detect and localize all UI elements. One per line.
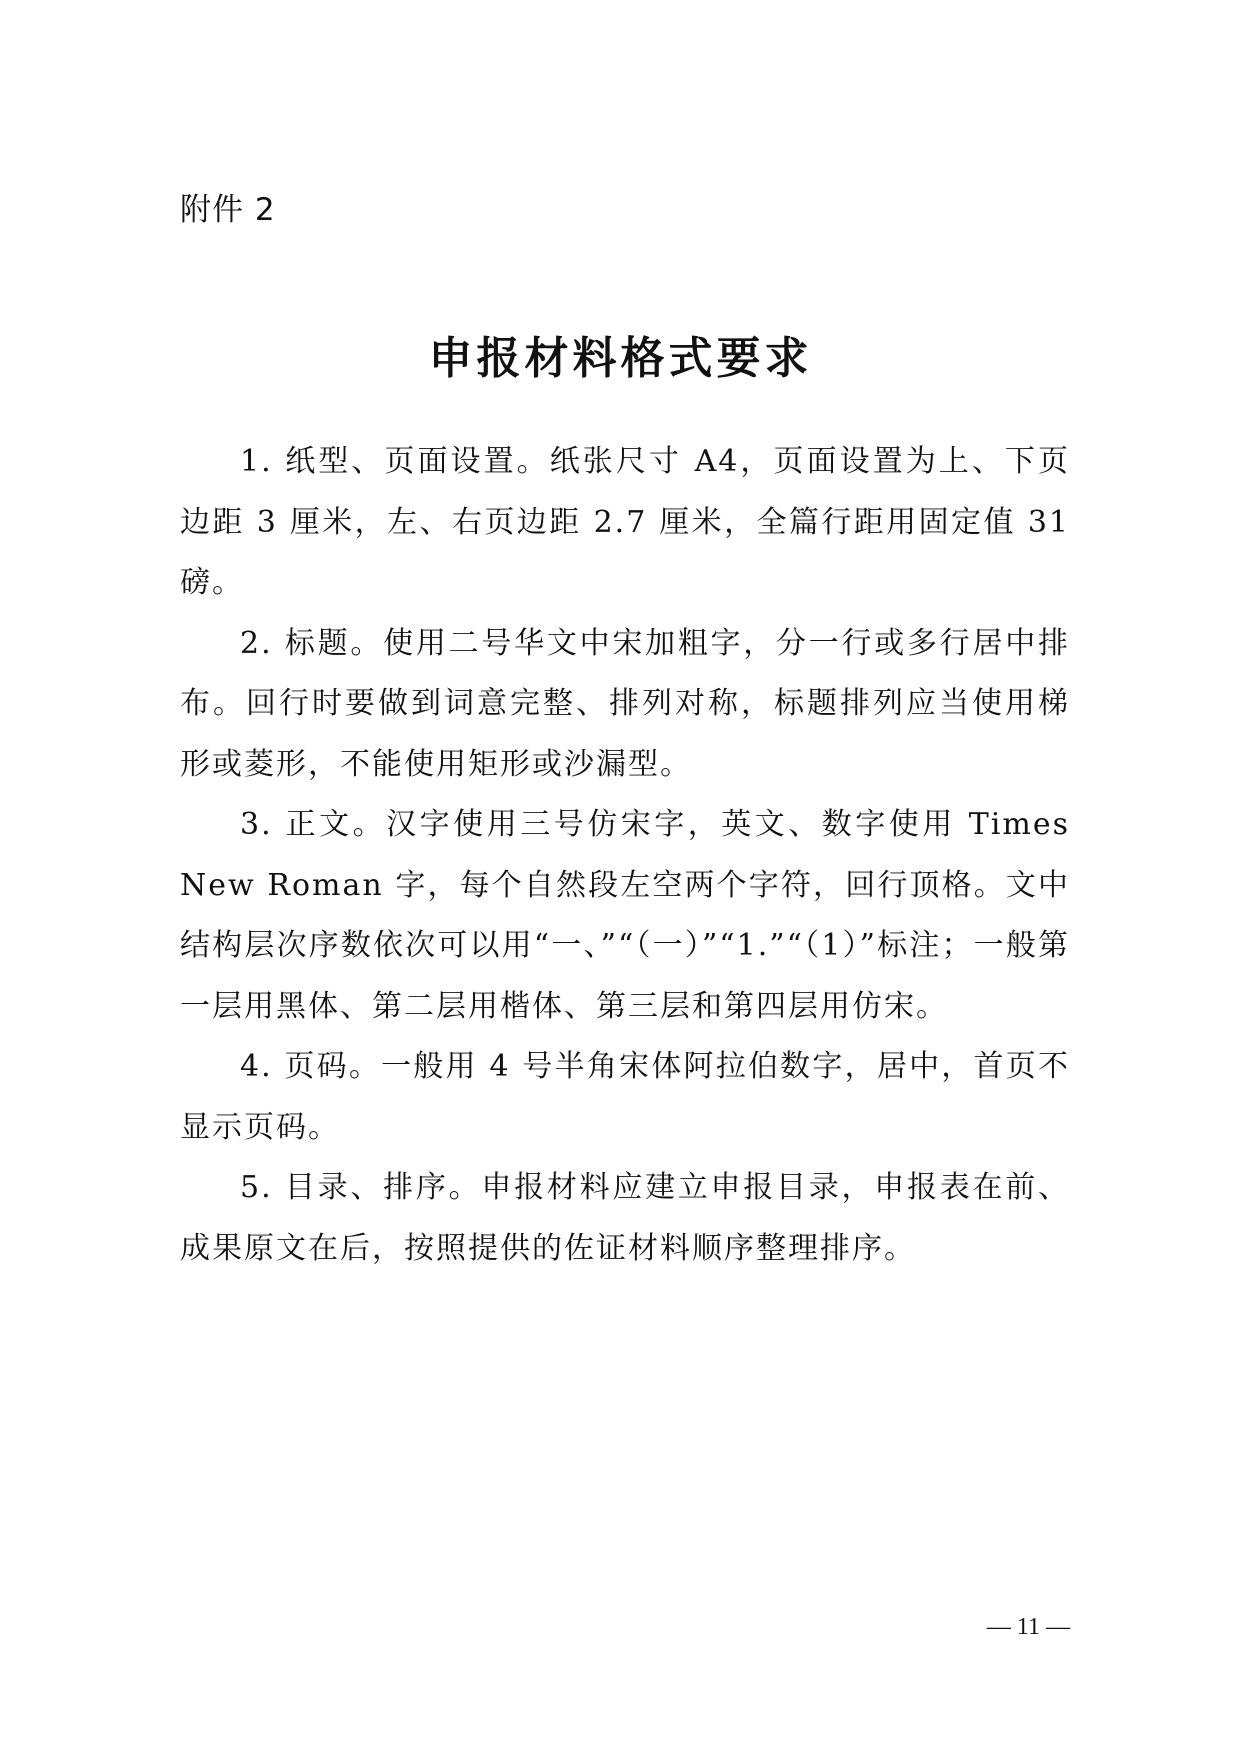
paragraph-page-number: 4. 页码。一般用 4 号半角宋体阿拉伯数字，居中，首页不显示页码。 [180, 1049, 1070, 1145]
paragraph-body-format: 3. 正文。汉字使用三号仿宋字，英文、数字使用 Times New Roman 字，每个自然段左空两个字符，回行顶格。文中结构层次序数依次可以用“一、”“（一）”“1.”“（1）”标注；一般第一层用黑体、第二层用楷体、第三层和第四层用仿宋。 [180, 807, 1070, 1024]
document-title: 申报材料格式要求 [428, 333, 813, 385]
paragraph-title-format: 2. 标题。使用二号华文中宋加粗字，分一行或多行居中排布。回行时要做到词意完整、排列对称，标题排列应当使用梯形或菱形，不能使用矩形或沙漏型。 [180, 625, 1070, 782]
paragraph-contents-order: 5. 目录、排序。申报材料应建立申报目录，申报表在前、成果原文在后，按照提供的佐证材料顺序整理排序。 [180, 1170, 1070, 1266]
document-body [180, 432, 1070, 1279]
page-number: — 11 — [986, 1614, 1070, 1640]
attachment-label: 附件 2 [180, 192, 276, 228]
paragraph-paper-layout: 1. 纸型、页面设置。纸张尺寸 A4，页面设置为上、下页边距 3 厘米，左、右页边距 2.7 厘米，全篇行距用固定值 31 磅。 [180, 444, 1070, 600]
